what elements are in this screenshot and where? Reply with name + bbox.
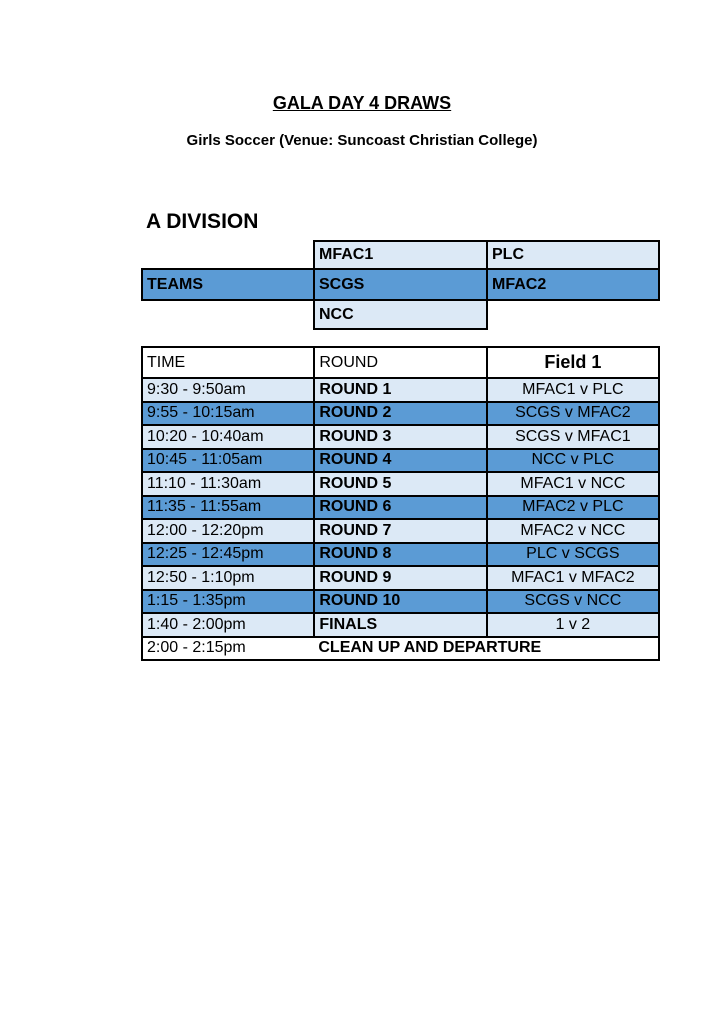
team-cell: NCC <box>313 299 488 330</box>
time-cell: 11:35 - 11:55am <box>142 496 314 520</box>
match-cell: SCGS v MFAC1 <box>487 425 659 449</box>
schedule-row <box>142 613 659 637</box>
time-cell: 10:20 - 10:40am <box>142 425 314 449</box>
round-cell: ROUND 1 <box>314 378 486 402</box>
round-cell: ROUND 6 <box>314 496 486 520</box>
match-cell: MFAC2 v PLC <box>487 496 659 520</box>
match-cell: 1 v 2 <box>487 613 659 637</box>
schedule-table <box>141 346 660 661</box>
schedule-row <box>142 378 659 402</box>
teams-label: TEAMS <box>141 268 315 301</box>
time-cell: 12:25 - 12:45pm <box>142 543 314 567</box>
match-cell: MFAC1 v NCC <box>487 472 659 496</box>
departure-cell: CLEAN UP AND DEPARTURE <box>314 637 659 661</box>
time-cell: 1:15 - 1:35pm <box>142 590 314 614</box>
schedule-row <box>142 590 659 614</box>
time-cell: 10:45 - 11:05am <box>142 449 314 473</box>
schedule-row <box>142 402 659 426</box>
schedule-row <box>142 449 659 473</box>
round-cell: ROUND 8 <box>314 543 486 567</box>
match-cell: MFAC1 v MFAC2 <box>487 566 659 590</box>
time-header: TIME <box>142 347 314 378</box>
round-cell: FINALS <box>314 613 486 637</box>
round-cell: ROUND 10 <box>314 590 486 614</box>
round-cell: ROUND 2 <box>314 402 486 426</box>
page-subtitle: Girls Soccer (Venue: Suncoast Christian College) <box>186 132 538 149</box>
time-cell: 9:55 - 10:15am <box>142 402 314 426</box>
team-cell: PLC <box>486 240 660 270</box>
match-cell: MFAC1 v PLC <box>487 378 659 402</box>
team-cell: MFAC1 <box>313 240 488 270</box>
round-cell: ROUND 3 <box>314 425 486 449</box>
match-cell: SCGS v NCC <box>487 590 659 614</box>
round-cell: ROUND 9 <box>314 566 486 590</box>
schedule-row <box>142 496 659 520</box>
time-cell: 12:00 - 12:20pm <box>142 519 314 543</box>
schedule-row <box>142 472 659 496</box>
time-cell: 1:40 - 2:00pm <box>142 613 314 637</box>
schedule-row <box>142 425 659 449</box>
page-title: GALA DAY 4 DRAWS <box>272 93 452 113</box>
schedule-row <box>142 543 659 567</box>
team-cell: SCGS <box>313 268 488 301</box>
match-cell: NCC v PLC <box>487 449 659 473</box>
time-cell: 2:00 - 2:15pm <box>142 637 314 661</box>
schedule-row <box>142 566 659 590</box>
match-cell: MFAC2 v NCC <box>487 519 659 543</box>
round-header: ROUND <box>314 347 486 378</box>
match-cell: PLC v SCGS <box>487 543 659 567</box>
round-cell: ROUND 5 <box>314 472 486 496</box>
schedule-header-row <box>142 347 659 378</box>
time-cell: 9:30 - 9:50am <box>142 378 314 402</box>
round-cell: ROUND 7 <box>314 519 486 543</box>
schedule-final-row <box>142 637 659 661</box>
time-cell: 12:50 - 1:10pm <box>142 566 314 590</box>
schedule-row <box>142 519 659 543</box>
match-cell: SCGS v MFAC2 <box>487 402 659 426</box>
team-cell: MFAC2 <box>486 268 660 301</box>
time-cell: 11:10 - 11:30am <box>142 472 314 496</box>
field-header: Field 1 <box>487 347 659 378</box>
division-heading: A DIVISION <box>146 210 259 233</box>
round-cell: ROUND 4 <box>314 449 486 473</box>
